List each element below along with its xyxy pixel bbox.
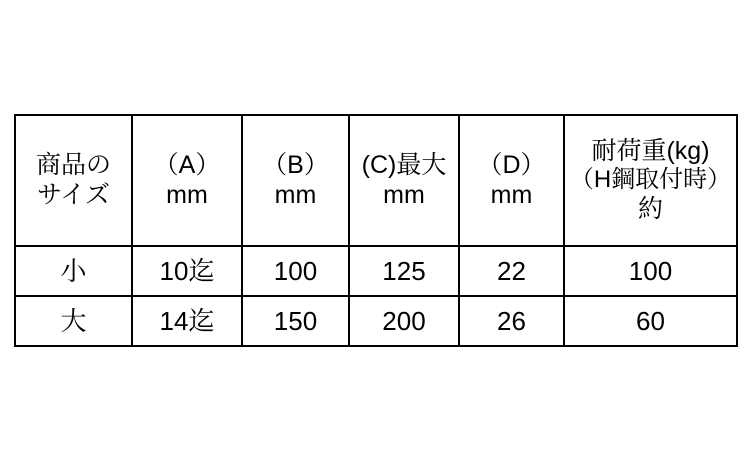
header-line: （A） (153, 151, 221, 179)
product-size-spec-table (14, 114, 738, 347)
header-cell-a (132, 115, 242, 246)
header-line: 商品の (35, 151, 111, 179)
cell-d: 22 (459, 246, 564, 296)
header-cell-d (459, 115, 564, 246)
header-cell-load-capacity (564, 115, 737, 246)
header-line: （B） (262, 151, 329, 179)
header-line: サイズ (36, 180, 110, 209)
header-cell-size (15, 115, 132, 246)
header-line: （H鋼取付時） (569, 166, 732, 194)
cell-size: 大 (15, 296, 132, 346)
cell-load-capacity: 100 (564, 246, 737, 296)
cell-d: 26 (459, 296, 564, 346)
header-line: 耐荷重(kg) (591, 136, 710, 165)
cell-load-capacity: 60 (564, 296, 737, 346)
header-line: mm (490, 180, 533, 209)
header-cell-c (349, 115, 459, 246)
cell-a: 10迄 (132, 246, 242, 296)
cell-b: 150 (242, 296, 349, 346)
spec-table-container (14, 114, 736, 347)
table-header-row (15, 115, 737, 246)
header-cell-b (242, 115, 349, 246)
header-line: 約 (637, 194, 663, 223)
header-line: mm (383, 180, 425, 209)
cell-c: 125 (349, 246, 459, 296)
table-row (15, 296, 737, 346)
cell-b: 100 (242, 246, 349, 296)
header-line: mm (166, 180, 208, 209)
table-row (15, 246, 737, 296)
cell-size: 小 (15, 246, 132, 296)
header-line: （D） (477, 151, 546, 179)
cell-c: 200 (349, 296, 459, 346)
header-line: (C)最大 (361, 151, 447, 179)
header-line: mm (274, 180, 317, 209)
cell-a: 14迄 (132, 296, 242, 346)
